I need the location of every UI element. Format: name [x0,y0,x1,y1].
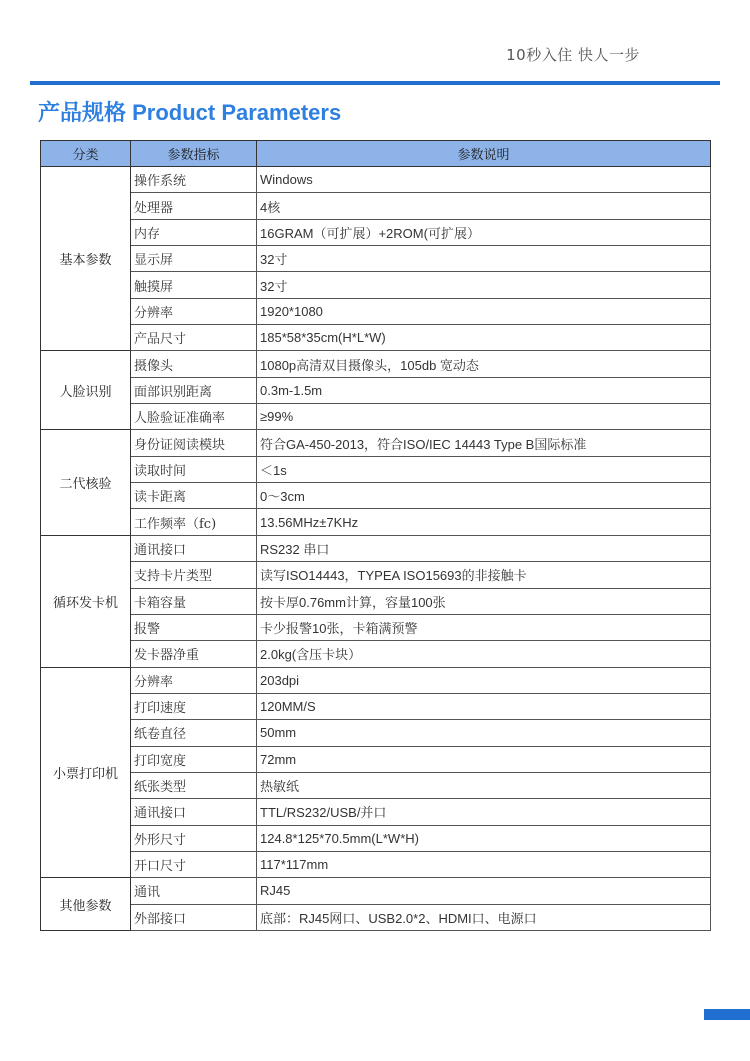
table-row [41,746,711,772]
description-cell: TTL/RS232/USB/并口 [257,799,711,825]
description-cell: 4核 [257,193,711,219]
table-row [41,404,711,430]
table-row [41,246,711,272]
parameter-cell: 分辨率 [131,667,257,693]
description-cell: 1920*1080 [257,298,711,324]
table-header-row [41,141,711,167]
column-header-category: 分类 [41,141,131,167]
category-cell: 其他参数 [41,878,131,931]
parameter-cell: 纸卷直径 [131,720,257,746]
table-row [41,325,711,351]
parameter-cell: 报警 [131,614,257,640]
table-row [41,377,711,403]
parameter-cell: 触摸屏 [131,272,257,298]
description-cell: 185*58*35cm(H*L*W) [257,325,711,351]
parameter-cell: 产品尺寸 [131,325,257,351]
table-row [41,219,711,245]
parameter-cell: 打印宽度 [131,746,257,772]
description-cell: 50mm [257,720,711,746]
description-cell: 底部：RJ45网口、USB2.0*2、HDMI口、电源口 [257,904,711,930]
category-cell: 基本参数 [41,167,131,351]
column-header-parameter: 参数指标 [131,141,257,167]
description-cell: 120MM/S [257,693,711,719]
parameter-cell: 读取时间 [131,456,257,482]
parameter-cell: 分辨率 [131,298,257,324]
description-cell: 0.3m-1.5m [257,377,711,403]
description-cell: 0～3cm [257,483,711,509]
parameter-cell: 人脸验证准确率 [131,404,257,430]
parameter-cell: 面部识别距离 [131,377,257,403]
description-cell: 203dpi [257,667,711,693]
description-cell: ≥99% [257,404,711,430]
parameter-cell: 打印速度 [131,693,257,719]
parameter-cell: 通讯接口 [131,799,257,825]
table-row [41,298,711,324]
header-slogan: 10秒入住 快人一步 [506,46,640,64]
description-cell: 卡少报警10张，卡箱满预警 [257,614,711,640]
category-cell: 循环发卡机 [41,535,131,667]
table-row [41,483,711,509]
table-row [41,904,711,930]
parameter-cell: 开口尺寸 [131,851,257,877]
description-cell: 117*117mm [257,851,711,877]
description-cell: 16GRAM（可扩展）+2ROM(可扩展） [257,219,711,245]
parameter-cell: 工作频率（fc) [131,509,257,535]
description-cell: 32寸 [257,246,711,272]
description-cell: 2.0kg(含压卡块） [257,641,711,667]
description-cell: 32寸 [257,272,711,298]
spec-table [40,140,711,931]
table-row [41,614,711,640]
table-row [41,272,711,298]
table-row [41,799,711,825]
spec-table-body [41,167,711,931]
parameter-cell: 内存 [131,219,257,245]
description-cell: 13.56MHz±7KHz [257,509,711,535]
table-row [41,693,711,719]
parameter-cell: 支持卡片类型 [131,562,257,588]
table-row [41,720,711,746]
description-cell: 读写ISO14443，TYPEA ISO15693的非接触卡 [257,562,711,588]
parameter-cell: 外形尺寸 [131,825,257,851]
table-row [41,851,711,877]
description-cell: RS232 串口 [257,535,711,561]
parameter-cell: 操作系统 [131,167,257,193]
table-row [41,430,711,456]
category-cell: 人脸识别 [41,351,131,430]
parameter-cell: 通讯接口 [131,535,257,561]
table-row [41,456,711,482]
parameter-cell: 发卡器净重 [131,641,257,667]
description-cell: Windows [257,167,711,193]
table-row [41,588,711,614]
parameter-cell: 摄像头 [131,351,257,377]
table-row [41,825,711,851]
table-row [41,535,711,561]
table-row [41,772,711,798]
table-row [41,193,711,219]
page-corner-bar [704,1009,750,1020]
description-cell: 72mm [257,746,711,772]
description-cell: ＜1s [257,456,711,482]
table-row [41,878,711,904]
header-divider [30,81,720,85]
table-row [41,351,711,377]
description-cell: 按卡厚0.76mm计算，容量100张 [257,588,711,614]
parameter-cell: 卡箱容量 [131,588,257,614]
description-cell: 124.8*125*70.5mm(L*W*H) [257,825,711,851]
parameter-cell: 身份证阅读模块 [131,430,257,456]
table-row [41,641,711,667]
table-row [41,562,711,588]
parameter-cell: 处理器 [131,193,257,219]
table-row [41,509,711,535]
description-cell: 热敏纸 [257,772,711,798]
description-cell: RJ45 [257,878,711,904]
parameter-cell: 外部接口 [131,904,257,930]
column-header-description: 参数说明 [257,141,711,167]
page-title: 产品规格 Product Parameters [38,100,342,125]
table-row [41,667,711,693]
description-cell: 1080p高清双目摄像头，105db 宽动态 [257,351,711,377]
parameter-cell: 通讯 [131,878,257,904]
parameter-cell: 读卡距离 [131,483,257,509]
parameter-cell: 显示屏 [131,246,257,272]
parameter-cell: 纸张类型 [131,772,257,798]
category-cell: 小票打印机 [41,667,131,878]
category-cell: 二代核验 [41,430,131,535]
description-cell: 符合GA-450-2013，符合ISO/IEC 14443 Type B国际标准 [257,430,711,456]
table-row [41,167,711,193]
